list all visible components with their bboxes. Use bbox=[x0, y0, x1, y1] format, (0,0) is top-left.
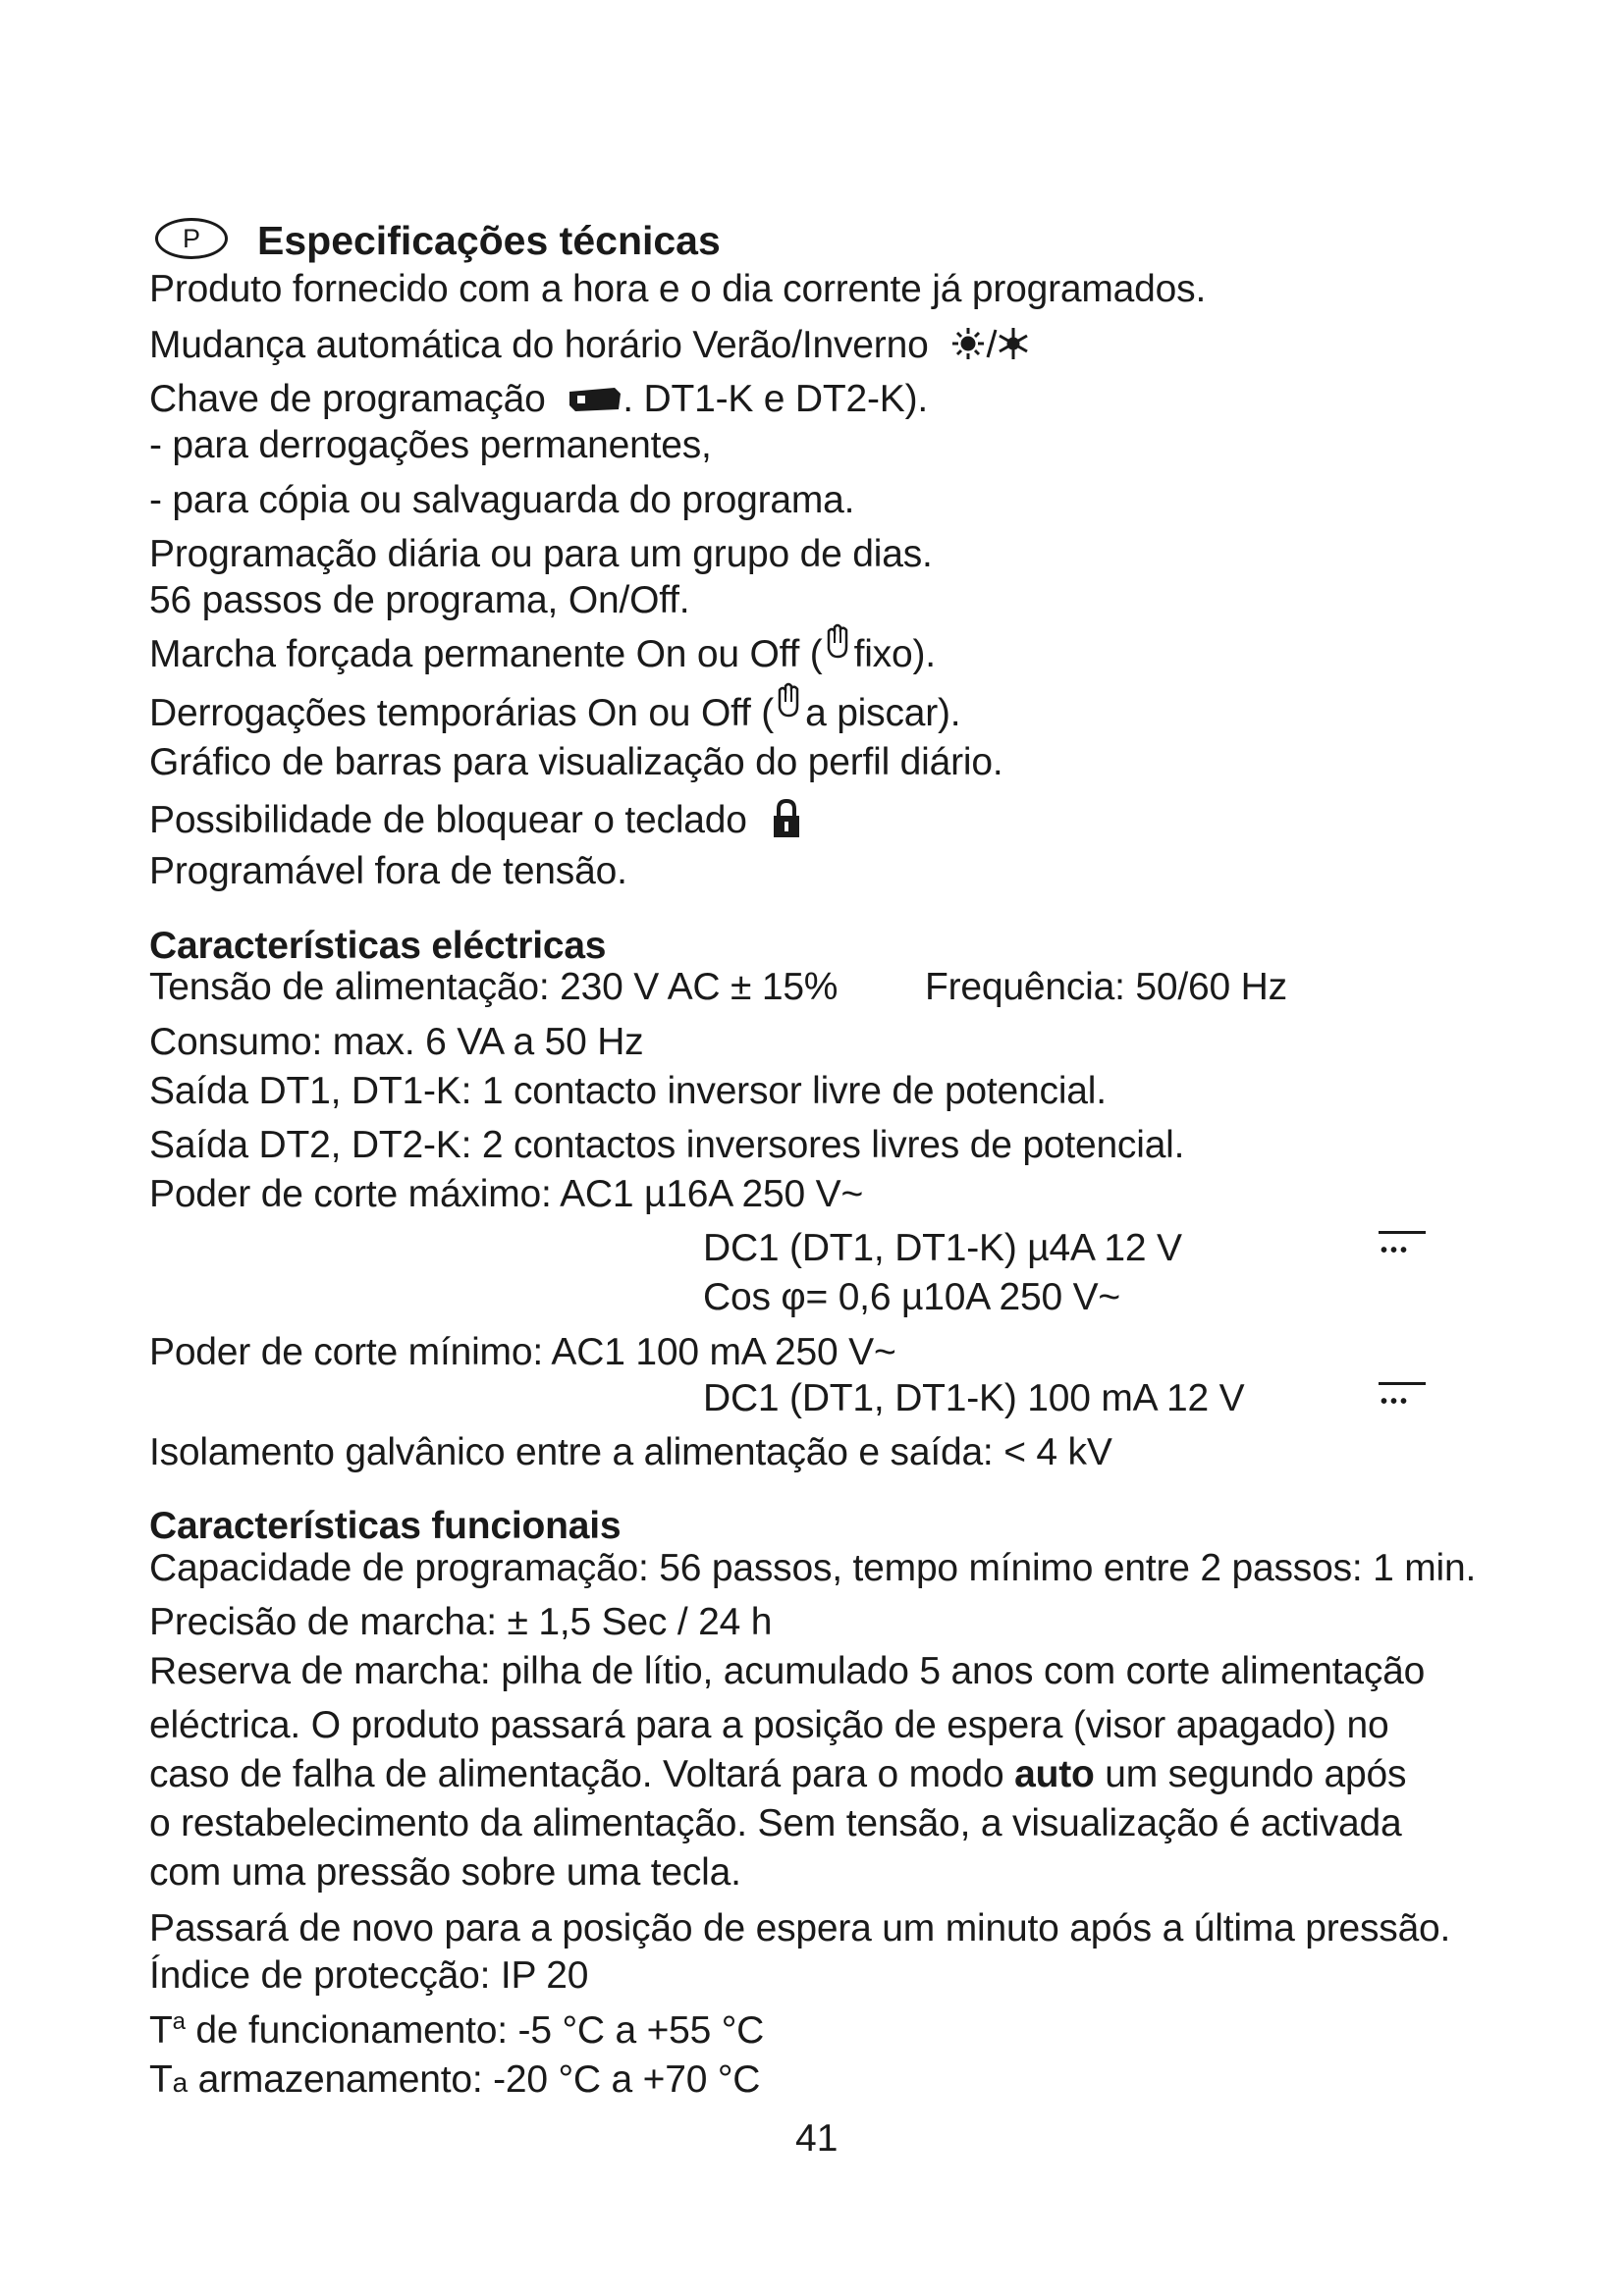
temp-operation-line: $T^a$ de funcionamento: -5 °C a +55 °C bbox=[149, 2008, 765, 2052]
dc-symbol-icon: ••• bbox=[1379, 1231, 1426, 1253]
hand-icon bbox=[774, 682, 803, 732]
lock-icon bbox=[771, 797, 802, 847]
reserve-line-4: o restabelecimento da alimentação. Sem tensão, a visualização é activada bbox=[149, 1802, 1402, 1844]
max-dc-line: DC1 (DT1, DT1-K) µ4A 12 V bbox=[703, 1227, 1182, 1269]
page-number: 41 bbox=[795, 2117, 839, 2160]
intro-line-7: 56 passos de programa, On/Off. bbox=[149, 579, 690, 621]
output-dt2-line: Saída DT2, DT2-K: 2 contactos inversores livres de potencial. bbox=[149, 1124, 1185, 1166]
max-cut-line: Poder de corte máximo: AC1 µ16A 250 V~ bbox=[149, 1173, 864, 1215]
programming-key-icon bbox=[568, 382, 623, 420]
intro-line-2: Mudança automática do horário Verão/Inverno bbox=[149, 326, 1029, 368]
intro-line-5: - para cópia ou salvaguarda do programa. bbox=[149, 479, 855, 521]
functional-heading: Características funcionais bbox=[149, 1505, 622, 1547]
temp-storage-line: Ta armazenamento: -20 °C a +70 °C bbox=[149, 2058, 761, 2101]
page-title: Especificações técnicas bbox=[257, 218, 721, 263]
max-cos-line: Cos φ= 0,6 µ10A 250 V~ bbox=[703, 1276, 1120, 1318]
output-dt1-line: Saída DT1, DT1-K: 1 contacto inversor livre de potencial. bbox=[149, 1070, 1107, 1112]
min-dc-line: DC1 (DT1, DT1-K) 100 mA 12 V bbox=[703, 1377, 1245, 1419]
intro-line-1: Produto fornecido com a hora e o dia corrente já programados. bbox=[149, 268, 1207, 310]
intro-line-4: - para derrogações permanentes, bbox=[149, 424, 712, 466]
intro-line-12: Programável fora de tensão. bbox=[149, 850, 627, 892]
intro-line-8: Marcha forçada permanente On ou Off ( fixo). bbox=[149, 635, 936, 673]
intro-line-6: Programação diária ou para um grupo de dias. bbox=[149, 533, 933, 575]
language-badge: P bbox=[155, 218, 228, 259]
voltage-line: Tensão de alimentação: 230 V AC ± 15% bbox=[149, 966, 839, 1008]
reserve-line-5: com uma pressão sobre uma tecla. bbox=[149, 1851, 741, 1894]
intro-line-10: Gráfico de barras para visualização do perfil diário. bbox=[149, 741, 1003, 783]
dc-symbol-icon: ••• bbox=[1379, 1382, 1426, 1404]
frequency-line: Frequência: 50/60 Hz bbox=[925, 966, 1287, 1008]
precision-line: Precisão de marcha: ± 1,5 Sec / 24 h bbox=[149, 1601, 773, 1643]
intro-line-11: Possibilidade de bloquear o teclado bbox=[149, 797, 802, 847]
standby-line: Passará de novo para a posição de espera um minuto após a última pressão. bbox=[149, 1907, 1451, 1949]
reserve-line-2: eléctrica. O produto passará para a posição de espera (visor apagado) no bbox=[149, 1704, 1389, 1746]
hand-icon bbox=[823, 623, 852, 673]
isolation-line: Isolamento galvânico entre a alimentação e saída: < 4 kV bbox=[149, 1431, 1112, 1473]
capacity-line: Capacidade de programação: 56 passos, tempo mínimo entre 2 passos: 1 min. bbox=[149, 1547, 1477, 1589]
intro-line-3: Chave de programação . DT1-K e DT2-K). bbox=[149, 378, 929, 420]
reserve-line-3: caso de falha de alimentação. Voltará para o modo auto um segundo após bbox=[149, 1753, 1407, 1795]
consumption-line: Consumo: max. 6 VA a 50 Hz bbox=[149, 1021, 644, 1063]
reserve-line-1: Reserva de marcha: pilha de lítio, acumulado 5 anos com corte alimentação bbox=[149, 1650, 1426, 1692]
sun-snowflake-icon bbox=[952, 326, 1029, 368]
electrical-heading: Características eléctricas bbox=[149, 925, 607, 967]
intro-line-9: Derrogações temporárias On ou Off ( a piscar). bbox=[149, 694, 960, 732]
protection-line: Índice de protecção: IP 20 bbox=[149, 1954, 589, 1997]
min-cut-line: Poder de corte mínimo: AC1 100 mA 250 V~ bbox=[149, 1331, 896, 1373]
